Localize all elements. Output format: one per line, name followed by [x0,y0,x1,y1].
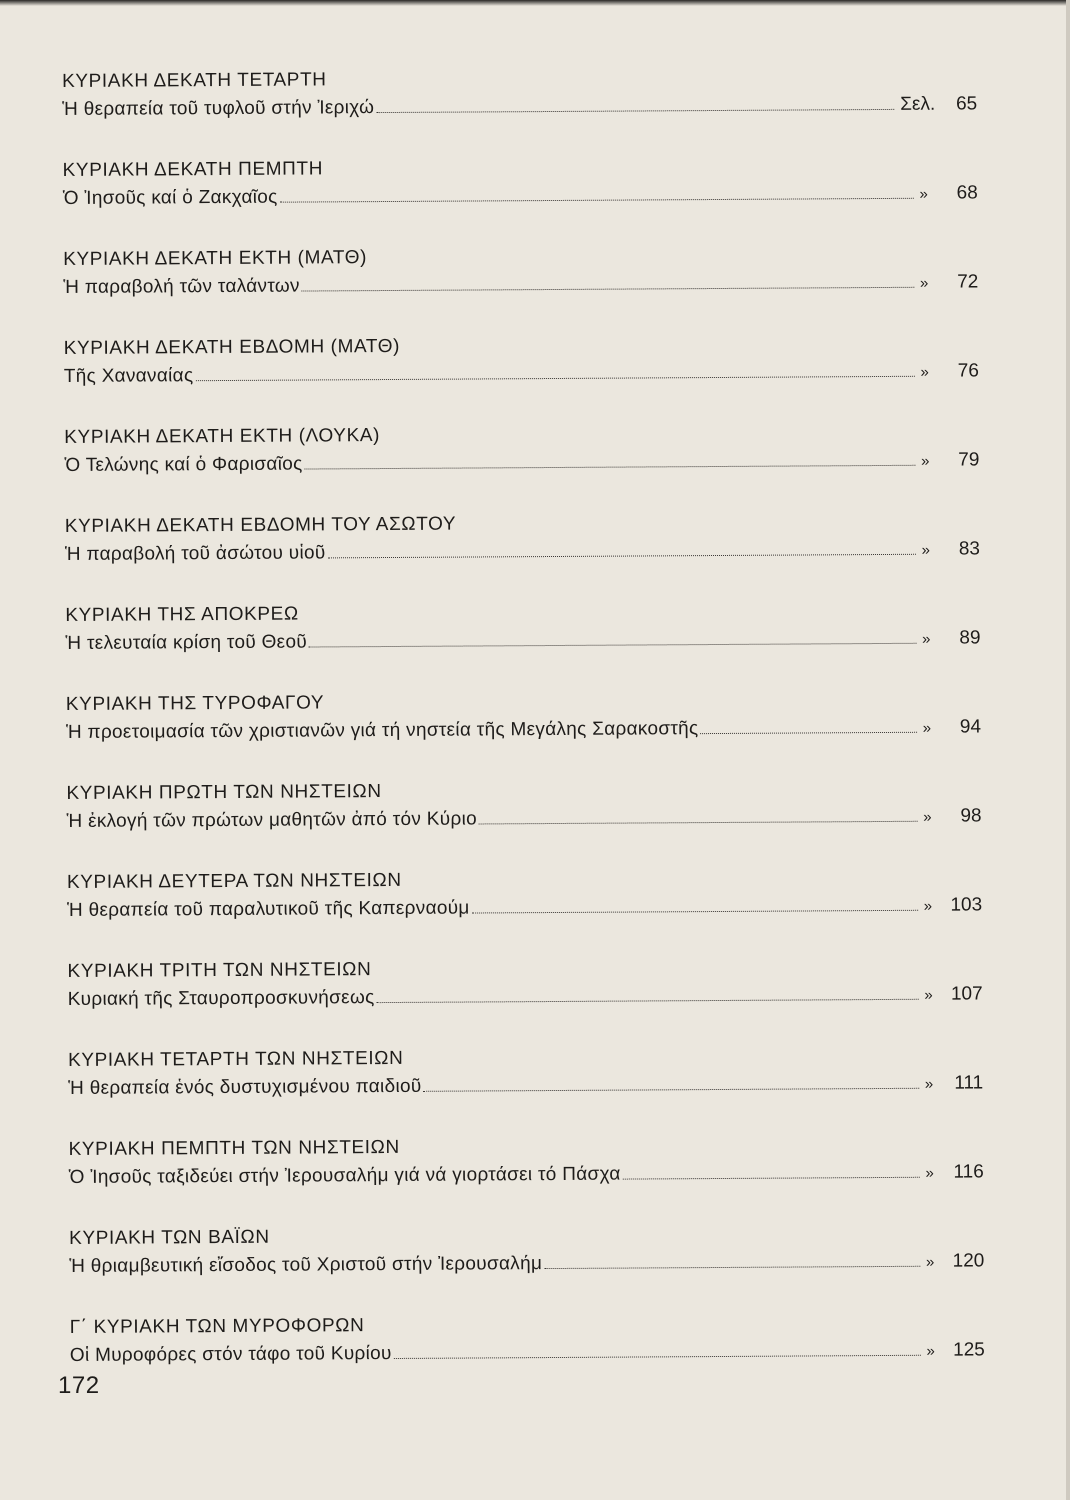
toc-page-number: 98 [960,805,982,827]
ditto-mark: » [923,808,932,826]
dot-leader [701,732,917,734]
toc-entry [69,1221,985,1316]
toc-entry [63,242,979,337]
toc-title: Οἱ Μυροφόρες στόν τάφο τοῦ Κυρίου [69,1343,392,1366]
toc-title: Ἡ θεραπεία τοῦ τυφλοῦ στήν Ἰεριχώ [62,97,375,120]
ditto-mark: » [922,630,931,648]
toc-line [64,358,979,391]
ditto-mark: » [921,452,930,470]
toc-line [68,981,983,1014]
toc-heading: ΚΥΡΙΑΚΗ ΤΗΣ ΑΠΟΚΡΕΩ [65,603,299,626]
dot-leader [309,643,916,648]
toc-title: Κυριακή τῆς Σταυροπροσκυνήσεως [67,987,375,1010]
toc-page-number: 72 [957,271,979,293]
dot-leader [623,1177,920,1180]
toc-entry [64,420,980,515]
toc-line [63,180,978,213]
toc-page-number: 111 [954,1072,984,1094]
toc-page-number: 65 [956,93,978,115]
toc-line [68,1070,983,1103]
toc-page-number: 116 [953,1161,984,1183]
ditto-mark: » [923,897,933,915]
toc-line [69,1159,984,1192]
toc-heading: Γ΄ ΚΥΡΙΑΚΗ ΤΩΝ ΜΥΡΟΦΟΡΩΝ [69,1315,365,1338]
dot-leader [195,376,914,381]
toc-line [67,803,982,836]
toc-title: Ἡ θριαμβευτική εἴσοδος τοῦ Χριστοῦ στήν Ἰερουσαλήμ [69,1253,543,1277]
page-edge [1066,0,1070,1500]
toc-entry [66,776,982,871]
toc-heading: ΚΥΡΙΑΚΗ ΤΩΝ ΒΑΪΩΝ [69,1226,270,1249]
toc-heading: ΚΥΡΙΑΚΗ ΔΕΚΑΤΗ ΠΕΜΠΤΗ [62,158,324,181]
toc-entry [62,64,978,159]
ditto-mark: » [924,1075,934,1093]
toc-heading: ΚΥΡΙΑΚΗ ΔΕΚΑΤΗ ΕΚΤΗ (ΛΟΥΚΑ) [64,425,381,448]
page-label: Σελ. [900,93,936,115]
page-number: 172 [58,1372,100,1399]
toc-entry [63,153,979,248]
toc-title: Ἡ ἐκλογή τῶν πρώτων μαθητῶν ἀπό τόν Κύριο [66,808,477,832]
dot-leader [376,109,894,113]
toc-line [63,269,978,302]
ditto-mark: » [919,185,928,203]
toc-heading: ΚΥΡΙΑΚΗ ΔΕΚΑΤΗ ΕΒΔΟΜΗ (ΜΑΤΘ) [63,335,401,359]
toc-heading: ΚΥΡΙΑΚΗ ΔΕΚΑΤΗ ΤΕΤΑΡΤΗ [62,69,327,92]
toc-line [69,1248,984,1281]
dot-leader [472,910,918,914]
dot-leader [394,1355,921,1359]
dot-leader [305,465,916,470]
toc-title: Τῆς Χαναναίας [63,365,194,387]
toc-page-number: 89 [959,627,981,649]
toc-line [67,892,982,925]
dot-leader [302,287,914,292]
toc-page-number: 76 [957,360,979,382]
toc-title: Ὁ Τελώνης καί ὁ Φαρισαῖος [64,453,303,476]
toc-page-number: 125 [953,1339,985,1361]
ditto-mark: » [921,541,931,559]
toc-heading: ΚΥΡΙΑΚΗ ΠΕΜΠΤΗ ΤΩΝ ΝΗΣΤΕΙΩΝ [68,1136,400,1160]
toc-page-number: 79 [958,449,980,471]
page-top-shadow [0,0,1070,6]
toc-title: Ἡ παραβολή τοῦ ἀσώτου υἱοῦ [64,542,326,565]
toc-title: Ἡ τελευταία κρίση τοῦ Θεοῦ [65,631,308,654]
toc-page-number: 120 [952,1250,985,1272]
ditto-mark: » [922,719,932,737]
toc-line [65,625,980,658]
toc-page-number: 103 [950,894,983,916]
ditto-mark: » [919,274,929,292]
dot-leader [424,1088,919,1092]
toc-heading: ΚΥΡΙΑΚΗ ΤΕΤΑΡΤΗ ΤΩΝ ΝΗΣΤΕΙΩΝ [67,1047,404,1071]
dot-leader [479,821,917,825]
toc-entry [67,954,983,1049]
toc-title: Ἡ προετοιμασία τῶν χριστιανῶν γιά τή νηστεία τῆς Μεγάλης Σαρακοστῆς [65,718,699,743]
dot-leader [280,198,914,203]
toc-title: Ὁ Ἰησοῦς ταξιδεύει στήν Ἰερουσαλήμ γιά νά γιορτάσει τό Πάσχα [68,1163,621,1188]
dot-leader [544,1266,920,1269]
toc-page-number: 107 [950,983,983,1005]
toc-line [70,1337,985,1370]
toc-heading: ΚΥΡΙΑΚΗ ΔΕΚΑΤΗ ΕΚΤΗ (ΜΑΤΘ) [63,247,368,270]
toc-entry [65,598,981,693]
toc-line [62,91,977,123]
toc-line [66,714,981,747]
table-of-contents [62,64,985,1405]
toc-heading: ΚΥΡΙΑΚΗ ΔΕΥΤΕΡΑ ΤΩΝ ΝΗΣΤΕΙΩΝ [66,869,402,893]
toc-page-number: 83 [958,538,981,560]
toc-entry [65,509,981,604]
toc-line [64,447,979,480]
toc-heading: ΚΥΡΙΑΚΗ ΔΕΚΑΤΗ ΕΒΔΟΜΗ ΤΟΥ ΑΣΩΤΟΥ [64,513,457,537]
ditto-mark: » [920,363,929,381]
ditto-mark: » [925,1164,934,1182]
dot-leader [377,999,919,1003]
toc-heading: ΚΥΡΙΑΚΗ ΠΡΩΤΗ ΤΩΝ ΝΗΣΤΕΙΩΝ [66,781,382,804]
toc-title: Ἡ παραβολή τῶν ταλάντων [63,275,300,298]
toc-entry [68,1043,984,1138]
toc-page-number: 94 [959,716,982,738]
ditto-mark: » [925,1253,935,1271]
toc-line [65,536,980,569]
toc-heading: ΚΥΡΙΑΚΗ ΤΡΙΤΗ ΤΩΝ ΝΗΣΤΕΙΩΝ [67,959,372,982]
toc-entry [66,687,982,782]
ditto-mark: » [924,986,933,1004]
toc-page-number: 68 [956,182,978,204]
toc-entry [64,331,980,426]
toc-title: Ὁ Ἰησοῦς καί ὁ Ζακχαῖος [62,186,278,209]
ditto-mark: » [926,1342,935,1360]
toc-title: Ἡ θεραπεία τοῦ παραλυτικοῦ τῆς Καπερναούμ [67,897,470,921]
toc-heading: ΚΥΡΙΑΚΗ ΤΗΣ ΤΥΡΟΦΑΓΟΥ [65,692,325,715]
toc-entry [70,1310,986,1405]
toc-entry [69,1132,985,1227]
toc-entry [67,865,983,960]
toc-title: Ἡ θεραπεία ἑνός δυστυχισμένου παιδιοῦ [68,1075,422,1099]
dot-leader [328,554,916,559]
